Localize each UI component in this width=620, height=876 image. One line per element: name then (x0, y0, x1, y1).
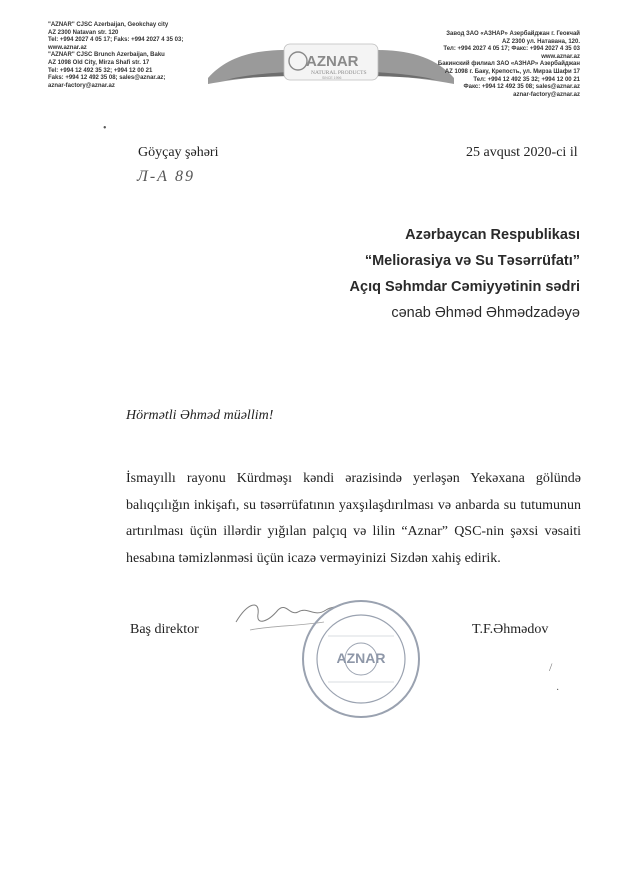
header-left-line: AZ 1098 Old City, Mirza Shafi str. 17 (48, 59, 150, 66)
margin-mark: / (549, 660, 553, 674)
header-left-line: Tel: +994 2027 4 05 17; Faks: +994 2027 4 35 03; (48, 37, 184, 44)
scan-mark: • (103, 123, 107, 134)
header-left-line: "AZNAR" CJSC Brunch Azerbaijan, Baku (48, 52, 165, 59)
header-right-line: Бакинский филиал ЗАО «АЗНАР» Азербайджан (437, 61, 580, 68)
scan-mark: · (556, 685, 560, 696)
header-right-line: Завод ЗАО «АЗНАР» Азербайджан г. Геокчай (446, 31, 580, 37)
header-right-line: Факс: +994 12 492 35 08; sales@aznar.az (463, 84, 580, 91)
signatory-name: T.F.Əhmədov (472, 622, 549, 637)
company-stamp (298, 596, 424, 722)
logo-since: SINCE 1996 (322, 76, 342, 80)
logo-text: AZNAR (306, 53, 359, 70)
recipient-line: “Meliorasiya və Su Təsərrüfatı” (364, 253, 580, 269)
header-left-line: aznar-factory@aznar.az (48, 82, 115, 89)
recipient-line: Azərbaycan Respublikası (405, 227, 580, 243)
header-left-line: www.aznar.az (48, 44, 87, 51)
header-left-line: "AZNAR" CJSC Azerbaijan, Geokchay city (48, 22, 169, 28)
header-right-line: aznar-factory@aznar.az (513, 91, 580, 98)
recipient-line: cənab Əhməd Əhmədzadəyə (391, 305, 580, 321)
header-right-line: AZ 1098 г. Баку, Крепость, ул. Мирза Шафи 17 (444, 68, 580, 75)
header-left-line: Tel: +994 12 492 35 32; +994 12 00 21 (48, 67, 153, 74)
salutation: Hörmətli Əhməd müəllim! (126, 408, 274, 423)
handwritten-reference-number: Л-А 89 (137, 168, 195, 185)
letter-body: İsmayıllı rayonu Kürdməşı kəndi ərazisində yerləşən Yekəxana gölündə balıqçılığın inkişafı, su təsərrüfatının yaxşılaşdırılması və anbarda su tutumunun artırılması üçün illərdir yığılan palçıq və lilin “Aznar” QSC-nin şəxsi vəsaiti hesabına təmizlənməsi üçün icazə verməyinizi Sizdən xahiş edirik. (126, 471, 581, 566)
header-right-line: Тел: +994 2027 4 05 17; Факс: +994 2027 4 35 03 (443, 46, 580, 53)
header-left-line: Faks: +994 12 492 35 08; sales@aznar.az; (48, 75, 166, 82)
header-right-line: AZ 2300 ул. Натавана, 120. (502, 38, 580, 45)
logo-subtitle: NATURAL PRODUCTS (311, 70, 367, 76)
recipient-block (350, 222, 580, 326)
signatory-title: Baş direktor (130, 622, 199, 637)
recipient-line: Açıq Səhmdar Cəmiyyətinin sədri (349, 279, 580, 295)
header-left-contacts (48, 22, 208, 90)
stamp-text: AZNAR (336, 650, 386, 666)
letter-city: Göyçay şəhəri (138, 145, 219, 160)
letter-date: 25 avqust 2020-ci il (466, 145, 578, 160)
header-left-line: AZ 2300 Natavan str. 120 (48, 29, 119, 36)
header-right-line: www.aznar.az (541, 53, 580, 60)
header-right-contacts (410, 31, 580, 99)
header-right-line: Тел: +994 12 492 35 32; +994 12 00 21 (473, 76, 580, 83)
